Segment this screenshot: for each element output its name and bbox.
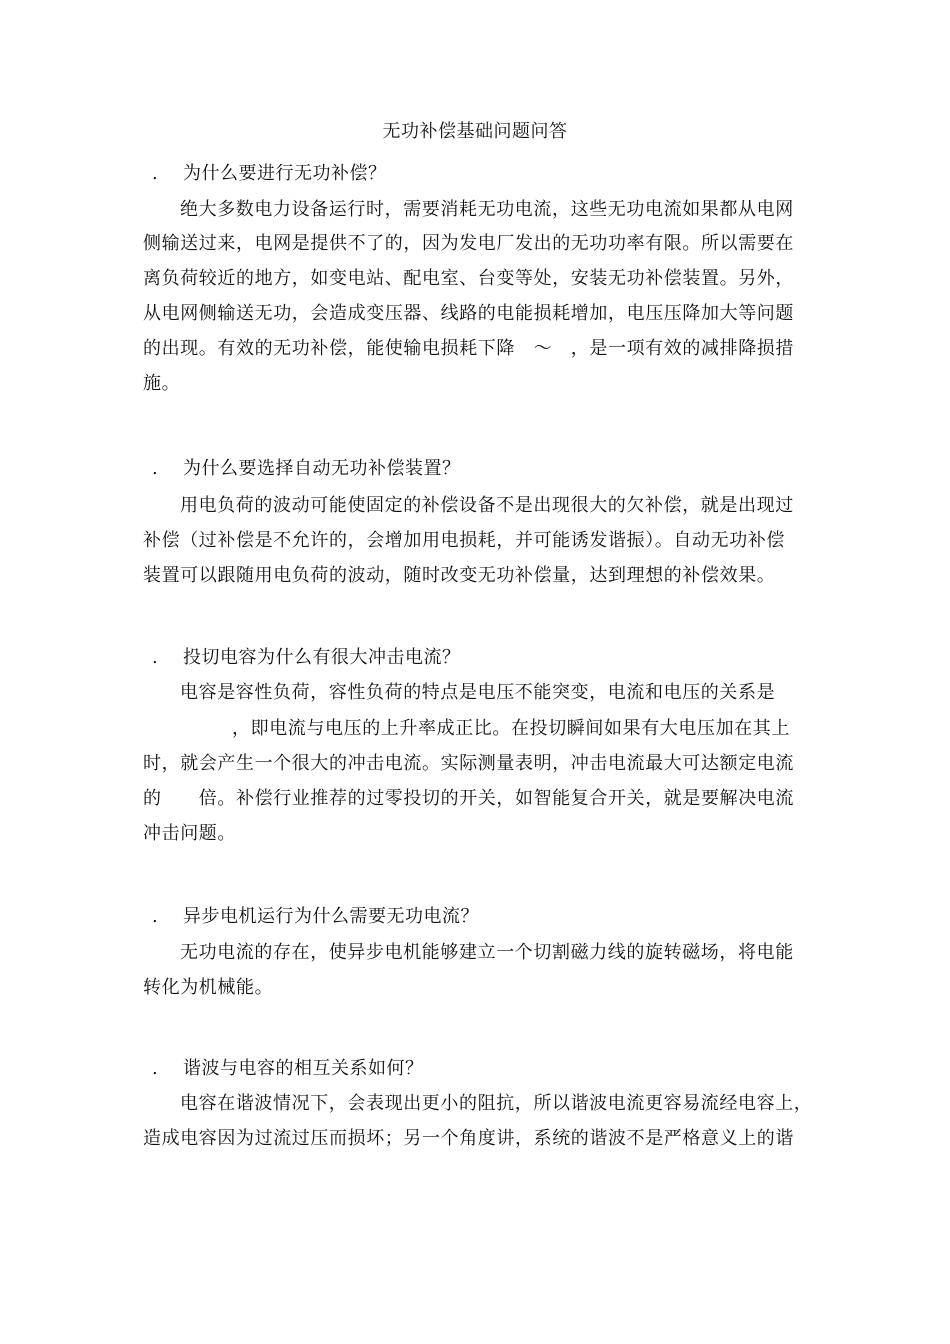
paragraph-line: 补偿（过补偿是不允许的，会增加用电损耗，并可能诱发谐振）。自动无功补偿 <box>143 530 785 551</box>
question-marker: . <box>152 647 158 668</box>
paragraph-line: 造成电容因为过流过压而损坏；另一个角度讲，系统的谐波不是严格意义上的谐 <box>143 1128 794 1149</box>
paragraph-line: 绝大多数电力设备运行时，需要消耗无功电流，这些无功电流如果都从电网 <box>180 199 794 220</box>
paragraph-line: 装置可以跟随用电负荷的波动，随时改变无功补偿量，达到理想的补偿效果。 <box>143 565 776 586</box>
paragraph-line: 的出现。有效的无功补偿，能使输电损耗下降 ～ ，是一项有效的减排降损措 <box>143 338 794 359</box>
paragraph-line: 转化为机械能。 <box>143 977 274 998</box>
question-heading: 异步电机运行为什么需要无功电流？ <box>183 906 479 927</box>
paragraph-line: 时，就会产生一个很大的冲击电流。实际测量表明，冲击电流最大可达额定电流 <box>143 753 794 774</box>
question-heading: 谐波与电容的相互关系如何？ <box>183 1058 424 1079</box>
paragraph-line: 的 倍。补偿行业推荐的过零投切的开关，如智能复合开关，就是要解决电流 <box>143 788 794 809</box>
paragraph-line: 无功电流的存在，使异步电机能够建立一个切割磁力线的旋转磁场，将电能 <box>180 942 794 963</box>
paragraph-line: 电容在谐波情况下，会表现出更小的阻抗，所以谐波电流更容易流经电容上， <box>180 1093 813 1114</box>
document-title: 无功补偿基础问题问答 <box>382 121 568 142</box>
question-heading: 为什么要进行无功补偿？ <box>183 163 387 184</box>
paragraph-line: 从电网侧输送无功，会造成变压器、线路的电能损耗增加，电压压降加大等问题 <box>143 303 794 324</box>
paragraph-line: 施。 <box>143 373 181 394</box>
paragraph-line: 侧输送过来，电网是提供不了的，因为发电厂发出的无功功率有限。所以需要在 <box>143 233 794 254</box>
paragraph-line: ，即电流与电压的上升率成正比。在投切瞬间如果有大电压加在其上 <box>232 718 790 739</box>
question-marker: . <box>152 1058 158 1079</box>
paragraph-line: 电容是容性负荷，容性负荷的特点是电压不能突变，电流和电压的关系是 <box>180 682 776 703</box>
question-marker: . <box>152 163 158 184</box>
question-heading: 投切电容为什么有很大冲击电流？ <box>183 647 461 668</box>
paragraph-line: 用电负荷的波动可能使固定的补偿设备不是出现很大的欠补偿，就是出现过 <box>180 495 794 516</box>
paragraph-line: 冲击问题。 <box>143 823 236 844</box>
question-marker: . <box>152 906 158 927</box>
question-marker: . <box>152 458 158 479</box>
paragraph-line: 离负荷较近的地方，如变电站、配电室、台变等处，安装无功补偿装置。另外， <box>143 268 794 289</box>
question-heading: 为什么要选择自动无功补偿装置？ <box>183 458 461 479</box>
